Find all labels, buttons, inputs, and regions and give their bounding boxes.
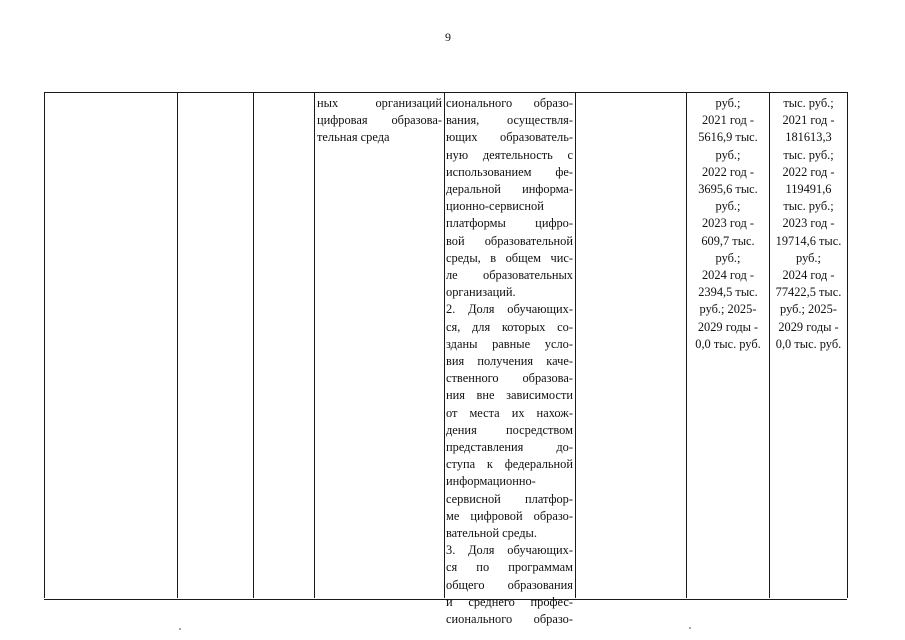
text-line: 2021 год - — [782, 113, 835, 128]
cell-funding-2 — [770, 95, 847, 353]
text-line: 5616,9 тыс. — [698, 130, 758, 145]
text-line: 3. Доля обучающих- — [446, 543, 573, 558]
text-line: руб.; — [715, 96, 741, 110]
text-line: руб.; 2025- — [699, 302, 757, 317]
text-line: 3695,6 тыс. — [698, 182, 758, 197]
text-line: 19714,6 тыс. — [775, 233, 842, 248]
table-border-left — [44, 92, 45, 598]
text-line: ле образовательных — [446, 268, 573, 283]
text-line: тыс. руб.; — [783, 199, 834, 214]
text-line: руб.; — [715, 199, 741, 214]
text-line: 2024 год - — [782, 268, 835, 283]
text-line: руб.; — [796, 250, 821, 265]
text-line: организаций. — [446, 285, 516, 300]
text-line: ме цифровой образо- — [446, 508, 573, 523]
column-divider-2 — [253, 92, 254, 598]
text-line: 2029 годы - — [778, 319, 839, 334]
column-divider-5 — [575, 92, 576, 598]
text-line: ния вне зависимости — [446, 388, 573, 403]
text-line: ных организаций — [317, 96, 442, 110]
scan-speck — [179, 628, 181, 630]
text-line: 0,0 тыс. руб. — [695, 336, 761, 351]
page-number: 9 — [445, 30, 451, 44]
text-line: руб.; 2025- — [780, 302, 837, 317]
text-line: сервисной платфор- — [446, 491, 573, 506]
text-line: ся по программам — [446, 560, 573, 575]
text-line: деральной информа- — [446, 182, 573, 197]
column-divider-1 — [177, 92, 178, 598]
text-line: вательной среды. — [446, 526, 537, 541]
column-divider-6 — [686, 92, 687, 598]
text-line: от места их нахож- — [446, 405, 573, 420]
text-line: 609,7 тыс. — [701, 233, 755, 248]
text-line: ционно-сервисной — [446, 199, 544, 214]
text-line: платформы цифро- — [446, 216, 573, 231]
text-line: 2022 год - — [782, 164, 835, 179]
text-line: 2029 годы - — [697, 319, 759, 334]
cell-indicators — [446, 95, 573, 628]
text-line: руб.; — [715, 250, 741, 265]
text-line: среды, в общем чис- — [446, 250, 573, 265]
text-line: ющих образователь- — [446, 130, 573, 145]
text-line: 77422,5 тыс. — [775, 285, 842, 300]
text-line: использованием фе- — [446, 164, 573, 179]
text-line: тыс. руб.; — [783, 147, 834, 162]
text-line: вой образовательной — [446, 233, 573, 248]
text-line: зданы равные усло- — [446, 336, 573, 351]
cell-funding-1 — [688, 95, 768, 353]
scan-speck — [689, 627, 691, 629]
text-line: 2024 год - — [701, 268, 755, 283]
column-divider-4 — [444, 92, 445, 598]
text-line: цифровая образова- — [317, 113, 442, 128]
text-line: 2023 год - — [701, 216, 755, 231]
text-line: представления до- — [446, 440, 573, 455]
text-line: руб.; — [715, 147, 741, 162]
text-line: ся, для которых со- — [446, 319, 573, 334]
text-line: ственного образова- — [446, 371, 573, 386]
text-line: общего образования — [446, 577, 573, 592]
text-line: 181613,3 — [785, 130, 832, 145]
text-line: ную деятельность с — [446, 147, 573, 162]
text-line: и среднего профес- — [446, 594, 573, 609]
text-line: 2022 год - — [701, 164, 755, 179]
column-divider-3 — [314, 92, 315, 598]
table-border-right — [847, 92, 848, 598]
text-line: тыс. руб.; — [783, 96, 834, 110]
text-line: 119491,6 — [785, 182, 832, 197]
text-line: информационно- — [446, 474, 536, 489]
text-line: 2. Доля обучающих- — [446, 302, 573, 317]
text-line: вия получения каче- — [446, 354, 573, 369]
text-line: сионального образо- — [446, 612, 573, 627]
text-line: 0,0 тыс. руб. — [775, 336, 842, 351]
text-line: 2023 год - — [782, 216, 835, 231]
text-line: тельная среда — [317, 130, 390, 145]
cell-program-name — [317, 95, 442, 147]
text-line: вания, осуществля- — [446, 113, 573, 128]
text-line: дения посредством — [446, 422, 573, 437]
text-line: 2021 год - — [701, 113, 755, 128]
text-line: сионального образо- — [446, 96, 573, 110]
text-line: ступа к федеральной — [446, 457, 573, 472]
text-line: 2394,5 тыс. — [698, 285, 758, 300]
